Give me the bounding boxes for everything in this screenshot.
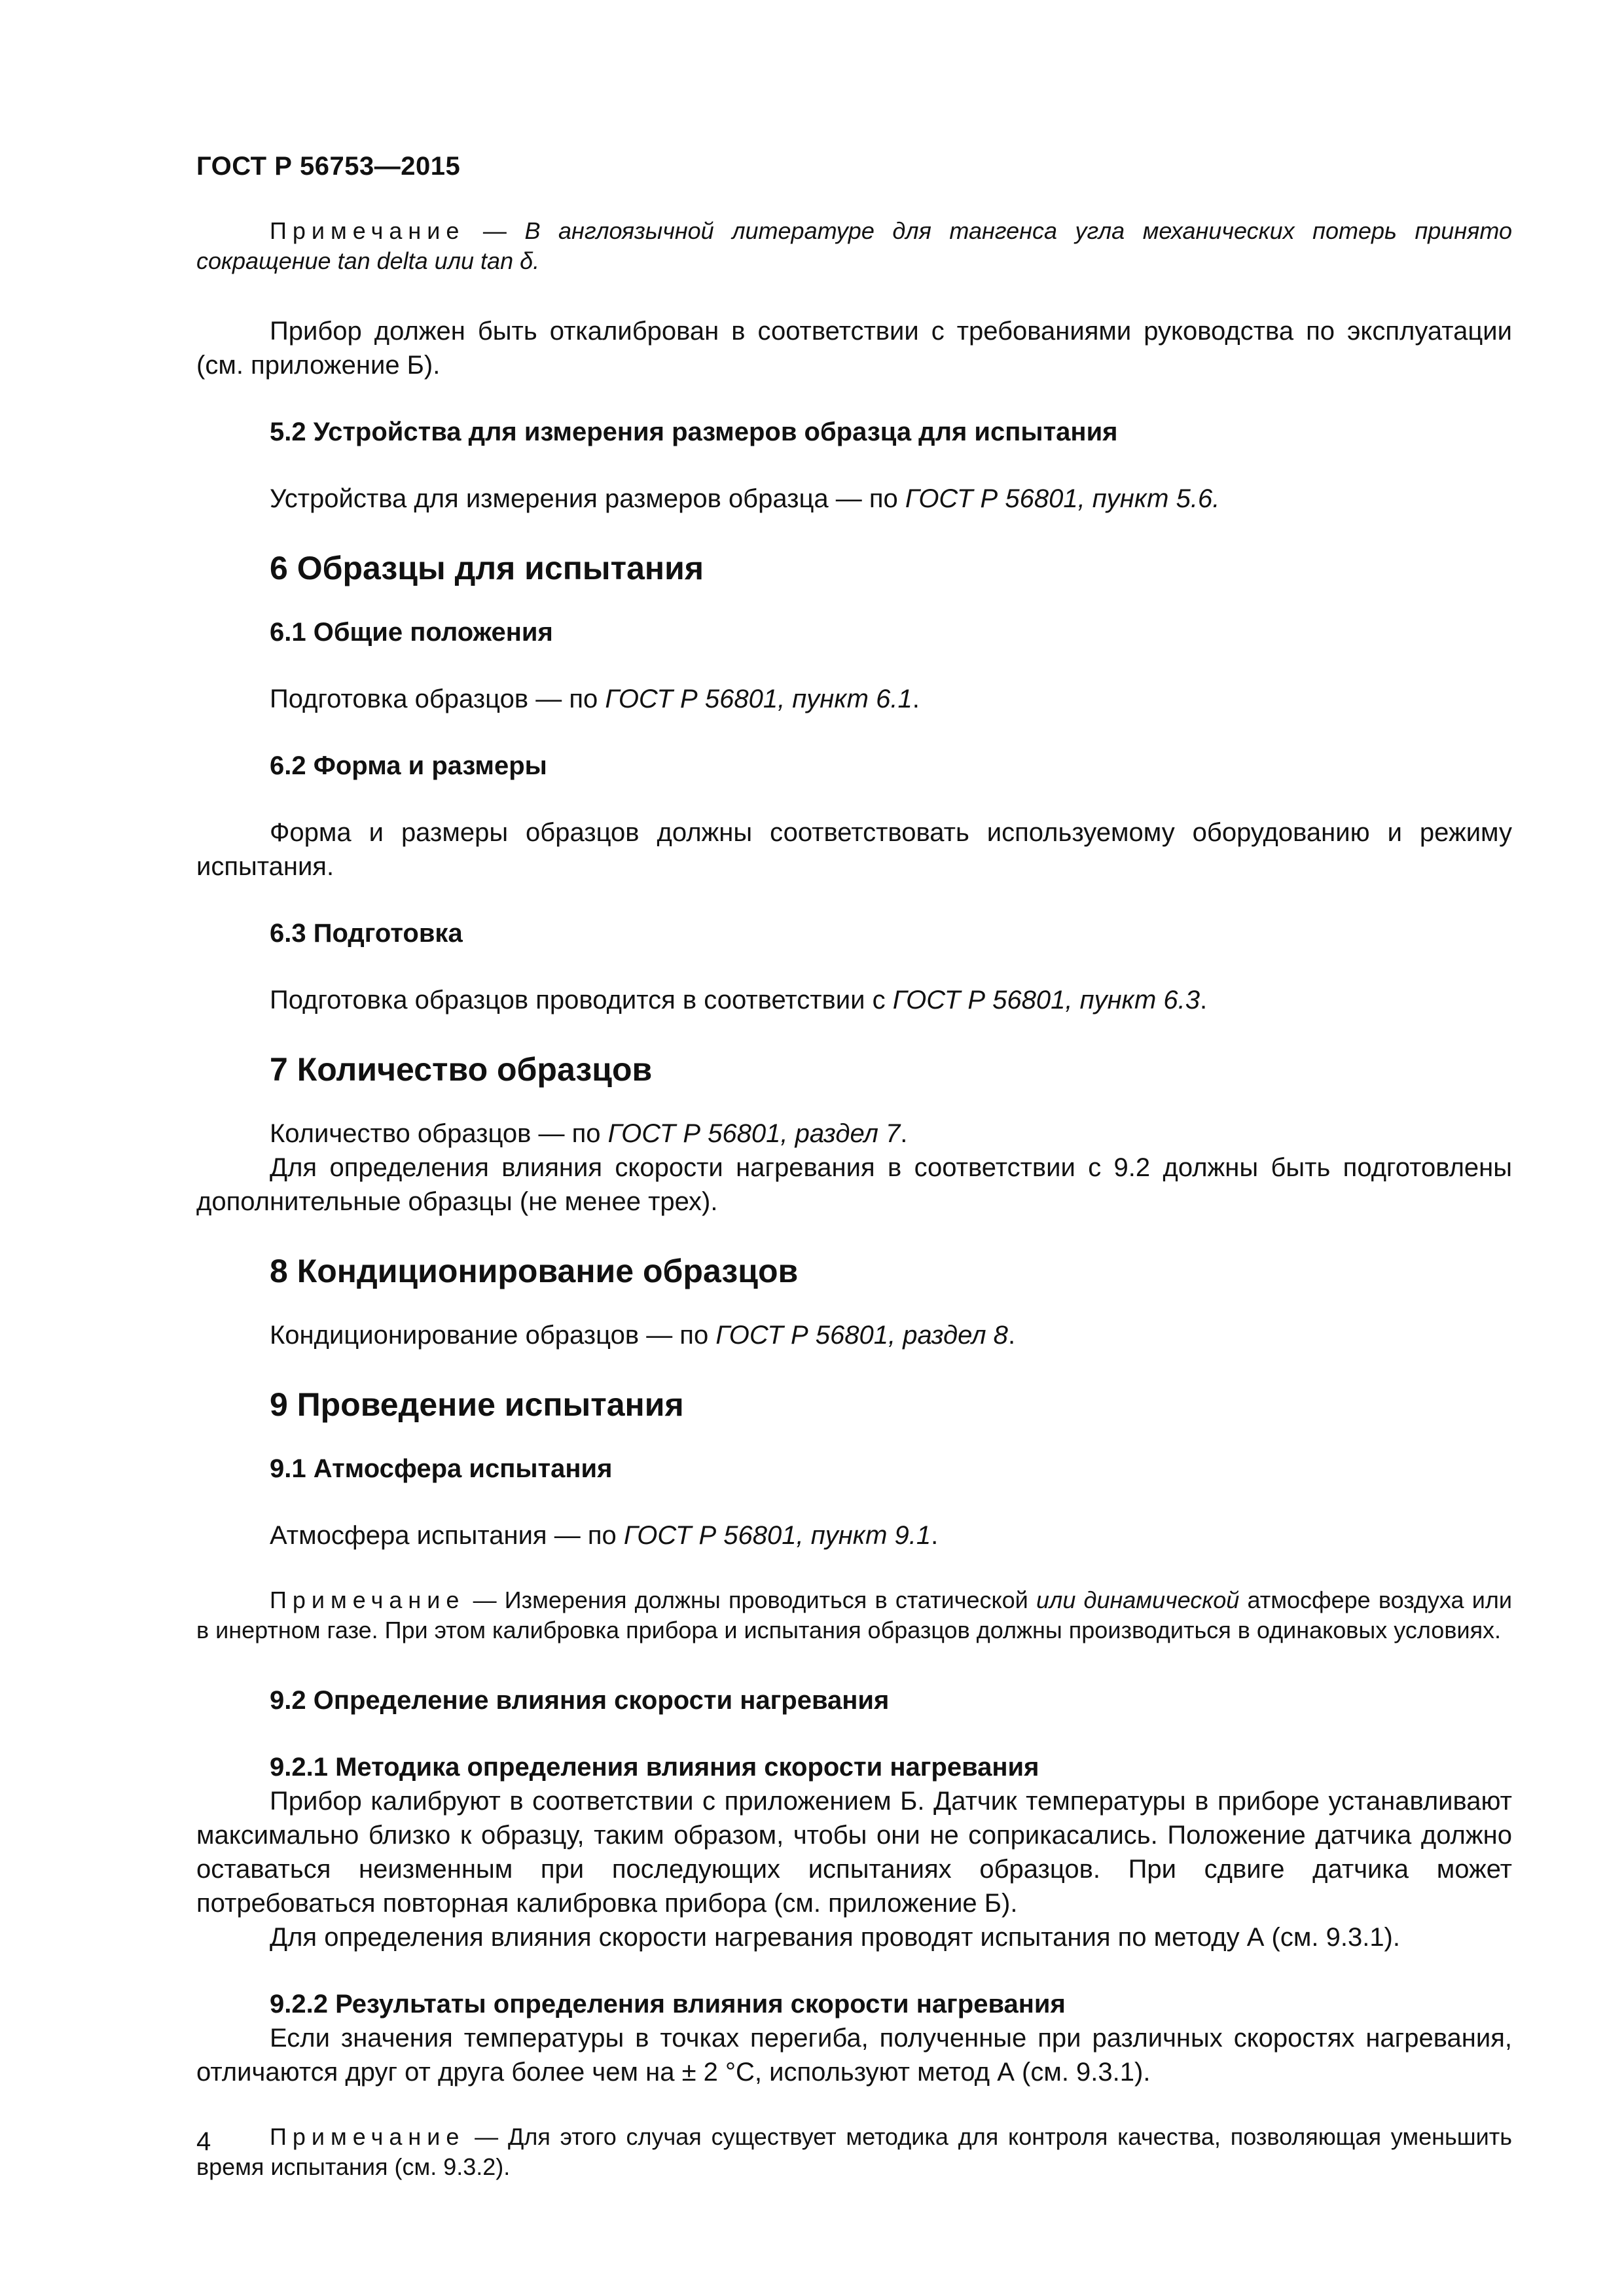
standard-header: ГОСТ Р 56753—2015 [196, 152, 461, 181]
reference-link: ГОСТ Р 56801, пункт 5.6. [905, 484, 1220, 513]
heading-6-2: 6.2 Форма и размеры [270, 751, 547, 780]
note-label: Примечание [270, 217, 465, 244]
paragraph-6-3: Подготовка образцов проводится в соответствии с ГОСТ Р 56801, пункт 6.3. [270, 986, 1208, 1014]
paragraph-calibration: Прибор должен быть откалиброван в соответствии с требованиями руководства по эксплуатации (см. приложение Б). [196, 317, 1512, 380]
paragraph-9-1: Атмосфера испытания — по ГОСТ Р 56801, пункт 9.1. [270, 1521, 939, 1550]
reference-link: ГОСТ Р 56801, пункт 9.1 [623, 1521, 931, 1550]
note-label: Примечание [270, 2123, 465, 2150]
document-page [196, 0, 1512, 2296]
heading-9-2-2: 9.2.2 Результаты определения влияния скорости нагревания [270, 1990, 1066, 2018]
note-text: В англоязычной литературе для тангенса угла механических потерь принято сокращение tan delta или tan δ. [196, 217, 1512, 274]
heading-9-1: 9.1 Атмосфера испытания [270, 1454, 613, 1483]
reference-link: ГОСТ Р 56801, пункт 6.3 [892, 986, 1200, 1014]
heading-6-3: 6.3 Подготовка [270, 919, 463, 948]
heading-8: 8 Кондиционирование образцов [270, 1253, 799, 1289]
paragraph-7-a: Количество образцов — по ГОСТ Р 56801, раздел 7. [270, 1119, 908, 1148]
paragraph-9-2-1-a: Прибор калибруют в соответствии с приложением Б. Датчик температуры в приборе устанавливают максимально близко к образцу, таким образом, чтобы они не соприкасались. Положение датчика должно оставаться неизменным при последующих испытаниях образцов. При сдвиге датчика может потребоваться повторная калибровка прибора (см. приложение Б). [196, 1787, 1512, 1918]
paragraph-9-2-2: Если значения температуры в точках перегиба, полученные при различных скоростях нагревания, отличаются друг от друга более чем на ± 2 °С, используют метод А (см. 9.3.1). [196, 2024, 1512, 2087]
document-body [196, 216, 1512, 2220]
note-label: Примечание [270, 1587, 465, 1613]
page-number: 4 [196, 2127, 211, 2156]
paragraph-6-1: Подготовка образцов — по ГОСТ Р 56801, пункт 6.1. [270, 685, 920, 713]
heading-6-1: 6.1 Общие положения [270, 618, 553, 647]
heading-7: 7 Количество образцов [270, 1051, 653, 1088]
heading-9-2: 9.2 Определение влияния скорости нагревания [270, 1686, 890, 1715]
note-quality-control: Примечание — Для этого случая существует методика для контроля качества, позволяющая уменьшить время испытания (см. 9.3.2). [196, 2123, 1512, 2180]
heading-9-2-1: 9.2.1 Методика определения влияния скорости нагревания [270, 1753, 1039, 1782]
heading-9: 9 Проведение испытания [270, 1386, 684, 1423]
paragraph-6-2: Форма и размеры образцов должны соответствовать используемому оборудованию и режиму испытания. [196, 818, 1512, 881]
note-atmosphere: Примечание — Измерения должны проводиться в статической или динамической атмосфере воздуха или в инертном газе. При этом калибровка прибора и испытания образцов должны производиться в одинаковых условиях. [196, 1587, 1512, 1643]
paragraph-5-2: Устройства для измерения размеров образца — по ГОСТ Р 56801, пункт 5.6. [270, 484, 1220, 513]
reference-link: ГОСТ Р 56801, пункт 6.1 [605, 685, 912, 713]
paragraph-9-2-1-b: Для определения влияния скорости нагревания проводят испытания по методу А (см. 9.3.1). [270, 1923, 1400, 1952]
note-tan-delta: Примечание — В англоязычной литературе для тангенса угла механических потерь принято сокращение tan delta или tan δ. [196, 217, 1512, 274]
heading-5-2: 5.2 Устройства для измерения размеров образца для испытания [270, 418, 1118, 446]
reference-link: ГОСТ Р 56801, раздел 8 [715, 1321, 1008, 1350]
paragraph-8: Кондиционирование образцов — по ГОСТ Р 56801, раздел 8. [270, 1321, 1016, 1350]
reference-link: ГОСТ Р 56801, раздел 7 [607, 1119, 901, 1148]
heading-6: 6 Образцы для испытания [270, 550, 704, 586]
paragraph-7-b: Для определения влияния скорости нагревания в соответствии с 9.2 должны быть подготовлены дополнительные образцы (не менее трех). [196, 1153, 1512, 1216]
